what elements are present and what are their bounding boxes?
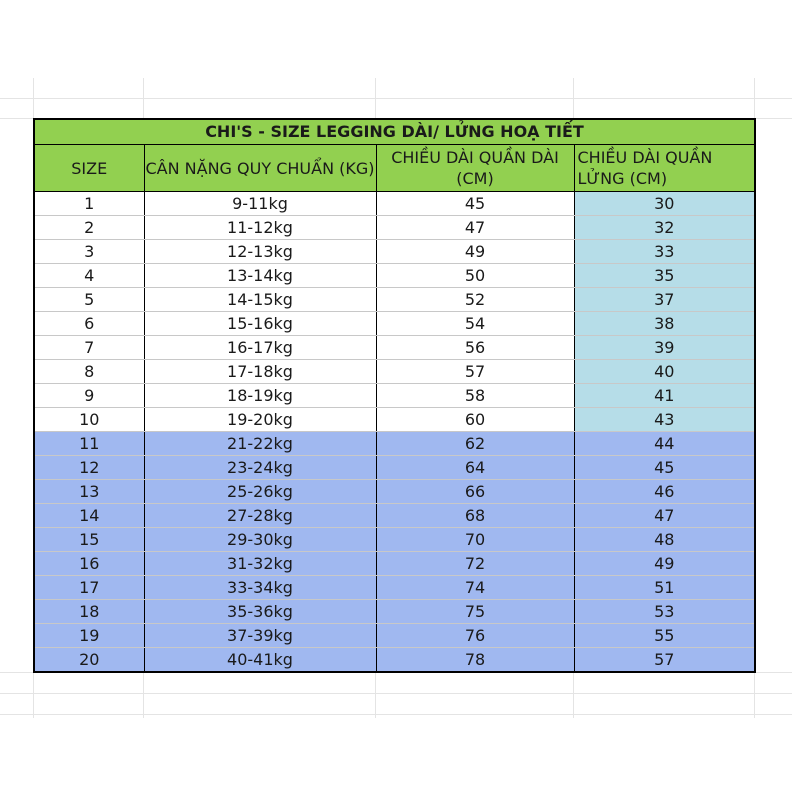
size-cell[interactable]: 16 xyxy=(34,552,144,576)
size-cell[interactable]: 11 xyxy=(34,432,144,456)
short-length-cell[interactable]: 32 xyxy=(574,216,755,240)
table-row xyxy=(34,360,755,384)
long-length-cell[interactable]: 78 xyxy=(376,648,574,673)
short-length-cell[interactable]: 46 xyxy=(574,480,755,504)
table-row xyxy=(34,216,755,240)
short-length-cell[interactable]: 33 xyxy=(574,240,755,264)
header-short-length[interactable]: CHIỀU DÀI QUẦN LỬNG (CM) xyxy=(574,145,755,192)
long-length-cell[interactable]: 64 xyxy=(376,456,574,480)
size-cell[interactable]: 9 xyxy=(34,384,144,408)
long-length-cell[interactable]: 50 xyxy=(376,264,574,288)
table-row xyxy=(34,264,755,288)
table-row xyxy=(34,240,755,264)
short-length-cell[interactable]: 57 xyxy=(574,648,755,673)
table-row xyxy=(34,528,755,552)
long-length-cell[interactable]: 58 xyxy=(376,384,574,408)
weight-cell[interactable]: 9-11kg xyxy=(144,192,376,216)
size-cell[interactable]: 15 xyxy=(34,528,144,552)
long-length-cell[interactable]: 74 xyxy=(376,576,574,600)
size-cell[interactable]: 2 xyxy=(34,216,144,240)
table-row xyxy=(34,336,755,360)
weight-cell[interactable]: 15-16kg xyxy=(144,312,376,336)
short-length-cell[interactable]: 38 xyxy=(574,312,755,336)
size-cell[interactable]: 10 xyxy=(34,408,144,432)
short-length-cell[interactable]: 49 xyxy=(574,552,755,576)
long-length-cell[interactable]: 62 xyxy=(376,432,574,456)
header-row xyxy=(34,145,755,192)
size-chart-table xyxy=(33,118,756,673)
size-cell[interactable]: 14 xyxy=(34,504,144,528)
long-length-cell[interactable]: 54 xyxy=(376,312,574,336)
size-cell[interactable]: 3 xyxy=(34,240,144,264)
size-cell[interactable]: 8 xyxy=(34,360,144,384)
short-length-cell[interactable]: 43 xyxy=(574,408,755,432)
table-row xyxy=(34,312,755,336)
long-length-cell[interactable]: 75 xyxy=(376,600,574,624)
size-cell[interactable]: 7 xyxy=(34,336,144,360)
table-row xyxy=(34,576,755,600)
header-weight[interactable]: CÂN NẶNG QUY CHUẨN (KG) xyxy=(144,145,376,192)
short-length-cell[interactable]: 41 xyxy=(574,384,755,408)
weight-cell[interactable]: 25-26kg xyxy=(144,480,376,504)
short-length-cell[interactable]: 40 xyxy=(574,360,755,384)
short-length-cell[interactable]: 47 xyxy=(574,504,755,528)
size-cell[interactable]: 17 xyxy=(34,576,144,600)
long-length-cell[interactable]: 76 xyxy=(376,624,574,648)
size-cell[interactable]: 5 xyxy=(34,288,144,312)
short-length-cell[interactable]: 39 xyxy=(574,336,755,360)
weight-cell[interactable]: 31-32kg xyxy=(144,552,376,576)
long-length-cell[interactable]: 60 xyxy=(376,408,574,432)
long-length-cell[interactable]: 70 xyxy=(376,528,574,552)
short-length-cell[interactable]: 51 xyxy=(574,576,755,600)
weight-cell[interactable]: 27-28kg xyxy=(144,504,376,528)
short-length-cell[interactable]: 30 xyxy=(574,192,755,216)
long-length-cell[interactable]: 47 xyxy=(376,216,574,240)
short-length-cell[interactable]: 48 xyxy=(574,528,755,552)
short-length-cell[interactable]: 45 xyxy=(574,456,755,480)
weight-cell[interactable]: 33-34kg xyxy=(144,576,376,600)
long-length-cell[interactable]: 56 xyxy=(376,336,574,360)
size-cell[interactable]: 12 xyxy=(34,456,144,480)
table-row xyxy=(34,552,755,576)
table-row xyxy=(34,288,755,312)
size-cell[interactable]: 20 xyxy=(34,648,144,673)
weight-cell[interactable]: 29-30kg xyxy=(144,528,376,552)
long-length-cell[interactable]: 68 xyxy=(376,504,574,528)
short-length-cell[interactable]: 35 xyxy=(574,264,755,288)
size-cell[interactable]: 19 xyxy=(34,624,144,648)
weight-cell[interactable]: 12-13kg xyxy=(144,240,376,264)
size-cell[interactable]: 13 xyxy=(34,480,144,504)
table-row xyxy=(34,408,755,432)
table-row xyxy=(34,456,755,480)
long-length-cell[interactable]: 57 xyxy=(376,360,574,384)
weight-cell[interactable]: 17-18kg xyxy=(144,360,376,384)
short-length-cell[interactable]: 37 xyxy=(574,288,755,312)
long-length-cell[interactable]: 52 xyxy=(376,288,574,312)
weight-cell[interactable]: 40-41kg xyxy=(144,648,376,673)
weight-cell[interactable]: 21-22kg xyxy=(144,432,376,456)
table-row xyxy=(34,384,755,408)
short-length-cell[interactable]: 44 xyxy=(574,432,755,456)
size-cell[interactable]: 1 xyxy=(34,192,144,216)
table-row xyxy=(34,504,755,528)
weight-cell[interactable]: 19-20kg xyxy=(144,408,376,432)
weight-cell[interactable]: 35-36kg xyxy=(144,600,376,624)
long-length-cell[interactable]: 66 xyxy=(376,480,574,504)
table-row xyxy=(34,480,755,504)
table-row xyxy=(34,600,755,624)
header-size[interactable]: SIZE xyxy=(34,145,144,192)
long-length-cell[interactable]: 49 xyxy=(376,240,574,264)
size-cell[interactable]: 18 xyxy=(34,600,144,624)
weight-cell[interactable]: 14-15kg xyxy=(144,288,376,312)
weight-cell[interactable]: 16-17kg xyxy=(144,336,376,360)
table-row xyxy=(34,624,755,648)
short-length-cell[interactable]: 55 xyxy=(574,624,755,648)
header-long-length[interactable]: CHIỀU DÀI QUẦN DÀI (CM) xyxy=(376,145,574,192)
weight-cell[interactable]: 37-39kg xyxy=(144,624,376,648)
size-cell[interactable]: 4 xyxy=(34,264,144,288)
long-length-cell[interactable]: 45 xyxy=(376,192,574,216)
weight-cell[interactable]: 18-19kg xyxy=(144,384,376,408)
size-cell[interactable]: 6 xyxy=(34,312,144,336)
weight-cell[interactable]: 11-12kg xyxy=(144,216,376,240)
long-length-cell[interactable]: 72 xyxy=(376,552,574,576)
short-length-cell[interactable]: 53 xyxy=(574,600,755,624)
table-title[interactable]: CHI'S - SIZE LEGGING DÀI/ LỬNG HOẠ TIẾT xyxy=(34,119,755,145)
table-row xyxy=(34,432,755,456)
table-row xyxy=(34,648,755,673)
weight-cell[interactable]: 13-14kg xyxy=(144,264,376,288)
weight-cell[interactable]: 23-24kg xyxy=(144,456,376,480)
table-row xyxy=(34,192,755,216)
